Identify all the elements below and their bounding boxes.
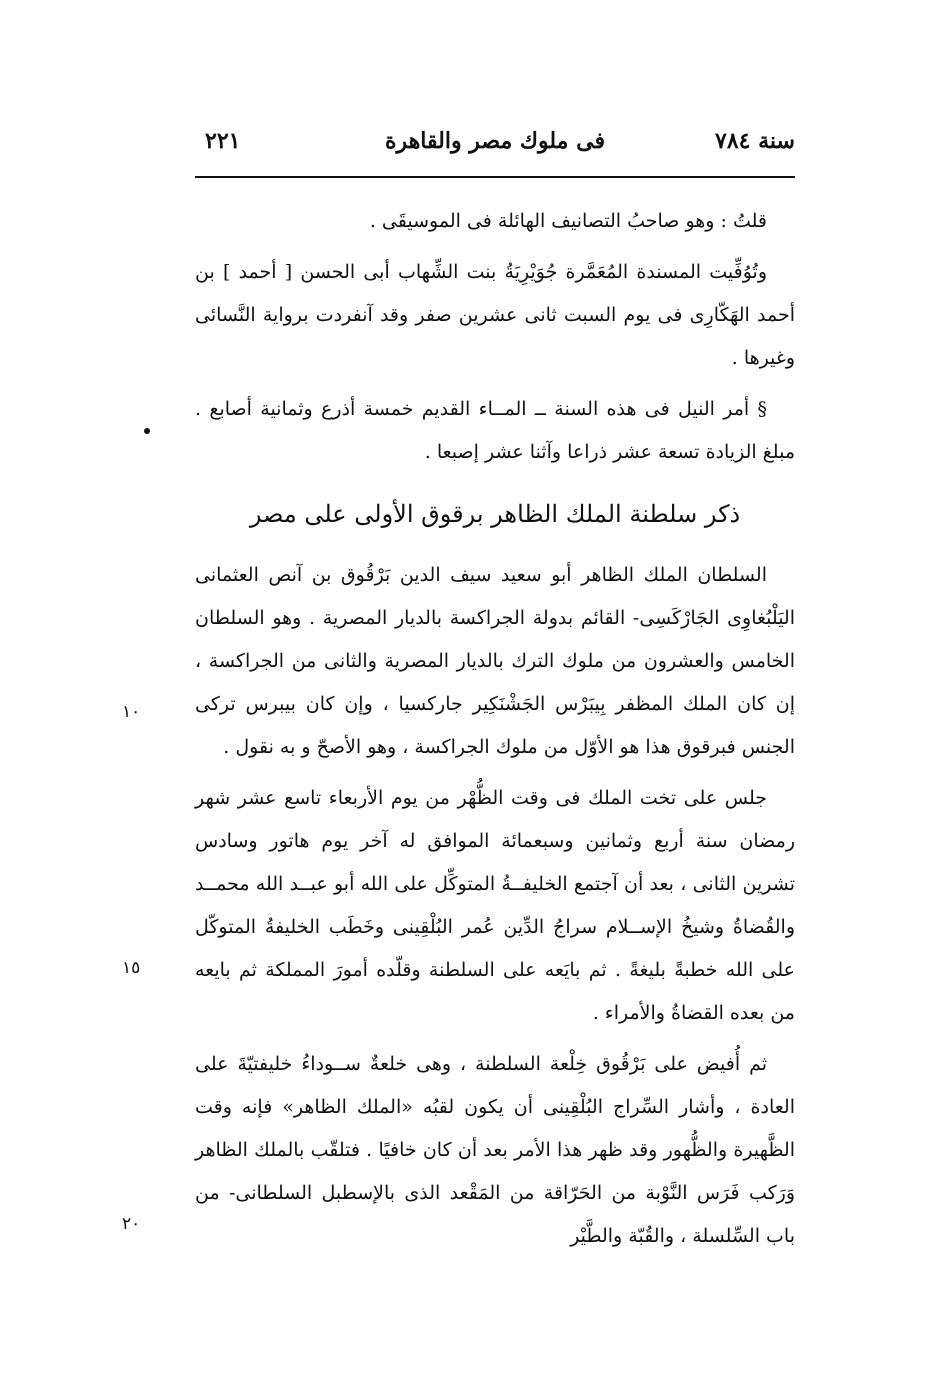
paragraph-nile: § أمر النيل فى هذه السنة ــ المــاء القديم خمسة أذرع وثمانية أصابع . مبلغ الزيادة تسعة عشر ذراعا وآثنا عشر إصبعا . [195,398,795,463]
header-title: فى ملوك مصر والقاهرة [385,128,605,154]
header-page-number: ٢٢١ [205,128,241,154]
section-heading: ذكر سلطنة الملك الظاهر برقوق الأولى على مصر [249,500,741,528]
margin-dot [144,428,150,434]
paragraph-robe: ثم أُفيض على بَرْقُوق خِلْعة السلطنة ، وهى خلعةٌ ســوداءُ خليفتيّةَ على العادة ، وأشار السِّراج البُلْقِينى أن يكون لقبُه «الملك الظاهر» فإنه وقت الظَّهيرة والظُّهور وقد ظهر هذا الأمر بعد أن كان خافيًا . فتلقّب بالملك الظاهر وَرَكب فَرَس النَّوْبة من الحَرّاقة من المَقْعد الذى بالإسطبل السلطانى- من باب السِّلسلة ، والقُبّة والطَّيْر [195,1053,795,1247]
running-header [195,128,795,168]
paragraph-sultan-intro: السلطان الملك الظاهر أبو سعيد سيف الدين بَرْقُوق بن آنص العثمانى اليَلْبُغاوِى الجَارْكَسِى- القائم بدولة الجراكسة بالديار المصرية . وهو السلطان الخامس والعشرون من ملوك الترك بالديار المصرية والثانى من الجراكسة ، إن كان الملك المظفر بِيبَرْس الجَشْنَكِير جاركسيا ، وإن كان بيبرس تركى الجنس فبرقوق هذا هو الأوّل من ملوك الجراكسة ، وهو الأصحّ و به نقول . [195,564,795,758]
paragraph-obituary: وتُوُفِّيت المسندة المُعَمَّرة جُوَيْرِيَةُ بنت الشِّهاب أبى الحسن [ أحمد ] بن أحمد الهَكّارِى فى يوم السبت ثانى عشرين صفر وقد آنفردت برواية النَّسائى وغيرها . [195,261,795,369]
margin-line-number: ١٠ [122,702,141,722]
page-body [195,200,795,1266]
paragraph-note: قلتُ : وهو صاحبُ التصانيف الهائلة فى الموسيقَى . [369,210,767,232]
margin-line-number: ٢٠ [122,1214,141,1234]
paragraph-accession: جلس على تخت الملك فى وقت الظُّهْر من يوم الأربعاء تاسع عشر شهر رمضان سنة أربع وثمانين وسبعمائة الموافق له آخر يوم هاتور وسادس تشرين الثانى ، بعد أن آجتمع الخليفــةُ المتوكِّل على الله أبو عبــد الله محمــد والقُضاةُ وشيخُ الإســلام سراجُ الدِّين عُمر البُلْقِينى وخَطَب الخليفةُ المتوكّل على الله خطبةً بليغةً . ثم بايَعه على السلطنة وقلّده أمورَ المملكة ثم بايعه من بعده القضاةُ والأمراء . [195,787,795,1024]
header-year: سنة ٧٨٤ [715,128,795,154]
margin-line-number: ١٥ [122,958,141,978]
header-rule [195,176,795,178]
